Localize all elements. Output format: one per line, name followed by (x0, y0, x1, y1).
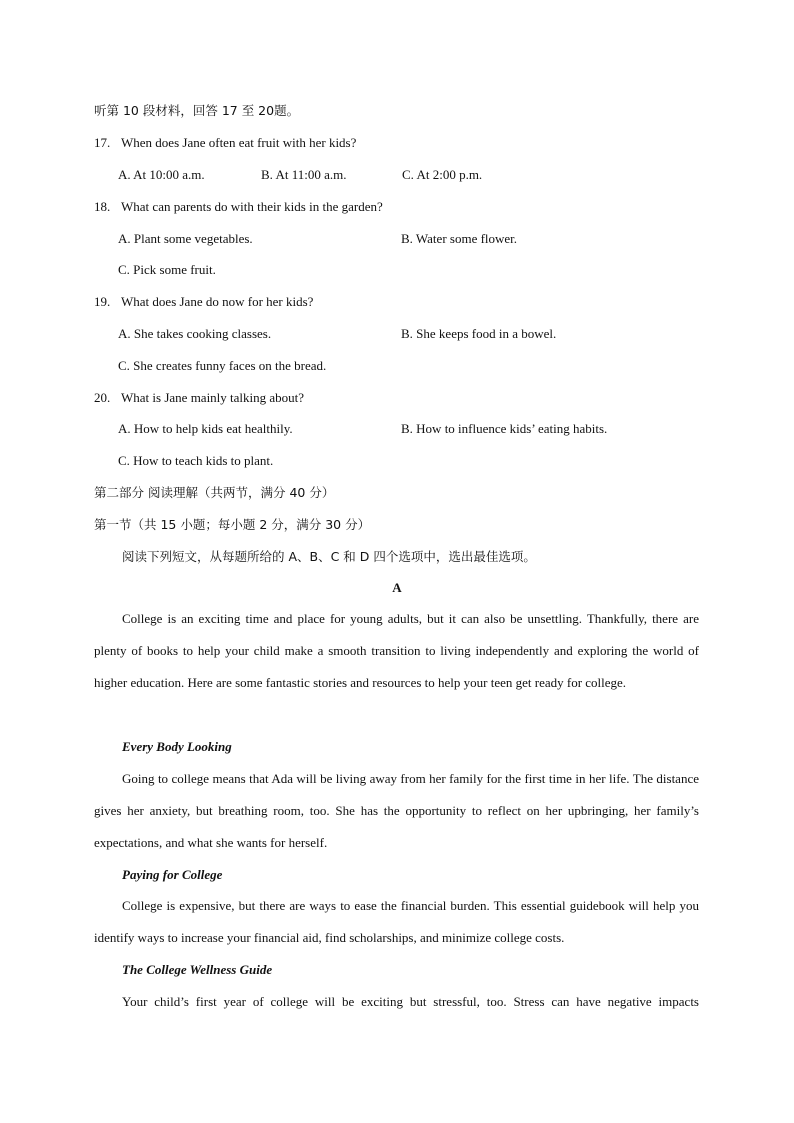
option-c: C. Pick some fruit. (118, 262, 216, 277)
question-20 (94, 390, 304, 406)
book-description: Your child’s first year of college will be exciting but stressful, too. Stress can have negative impacts (122, 994, 699, 1009)
question-19 (94, 294, 313, 310)
option-a: A. At 10:00 a.m. (118, 167, 205, 182)
option-c: C. She creates funny faces on the bread. (118, 358, 327, 373)
option-c: C. At 2:00 p.m. (402, 167, 483, 182)
option-b: B. Water some flower. (401, 231, 518, 246)
question-text: What does Jane do now for her kids? (121, 294, 314, 309)
intro-paragraph: College is an exciting time and place for young adults, but it can also be unsettling. Thankfully, there are plenty of books to help your child make a smooth transition to living independently and exploring the world of higher education. Here are some fantastic stories and resources to help your teen get ready for college. (94, 611, 699, 690)
section-intro: 听第 10 段材料，回答 17 至 20题。 (94, 103, 300, 118)
option-a: A. How to help kids eat healthily. (118, 421, 293, 436)
book-description: College is expensive, but there are ways to ease the financial burden. This essential guidebook will help you identify ways to increase your financial aid, find scholarships, and minimize college costs. (94, 898, 699, 945)
question-text: When does Jane often eat fruit with her kids? (121, 135, 357, 150)
option-a: A. Plant some vegetables. (118, 231, 253, 246)
question-number: 20. (94, 390, 111, 405)
book-title: The College Wellness Guide (122, 962, 273, 977)
passage-label: A (392, 580, 402, 595)
option-a: A. She takes cooking classes. (118, 326, 272, 341)
question-17 (94, 135, 356, 151)
question-text: What is Jane mainly talking about? (121, 390, 305, 405)
part2-heading: 第二部分 阅读理解（共两节，满分 40 分） (94, 485, 335, 500)
section1-heading: 第一节（共 15 小题；每小题 2 分，满分 30 分） (94, 517, 371, 532)
option-b: B. How to influence kids’ eating habits. (401, 421, 608, 436)
book-description: Going to college means that Ada will be living away from her family for the first time in her life. The distance gives her anxiety, but breathing room, too. She has the opportunity to reflect on her upbringing, her family’s expectations, and what she wants for herself. (94, 771, 699, 850)
instructions: 阅读下列短文，从每题所给的 A、B、C 和 D 四个选项中，选出最佳选项。 (122, 549, 536, 564)
book-title: Every Body Looking (122, 739, 232, 754)
question-number: 18. (94, 199, 111, 214)
question-18 (94, 199, 383, 215)
question-number: 17. (94, 135, 111, 150)
option-c: C. How to teach kids to plant. (118, 453, 274, 468)
question-number: 19. (94, 294, 111, 309)
option-b: B. She keeps food in a bowel. (401, 326, 557, 341)
question-text: What can parents do with their kids in the garden? (121, 199, 383, 214)
book-title: Paying for College (122, 867, 223, 882)
option-b: B. At 11:00 a.m. (261, 167, 347, 182)
